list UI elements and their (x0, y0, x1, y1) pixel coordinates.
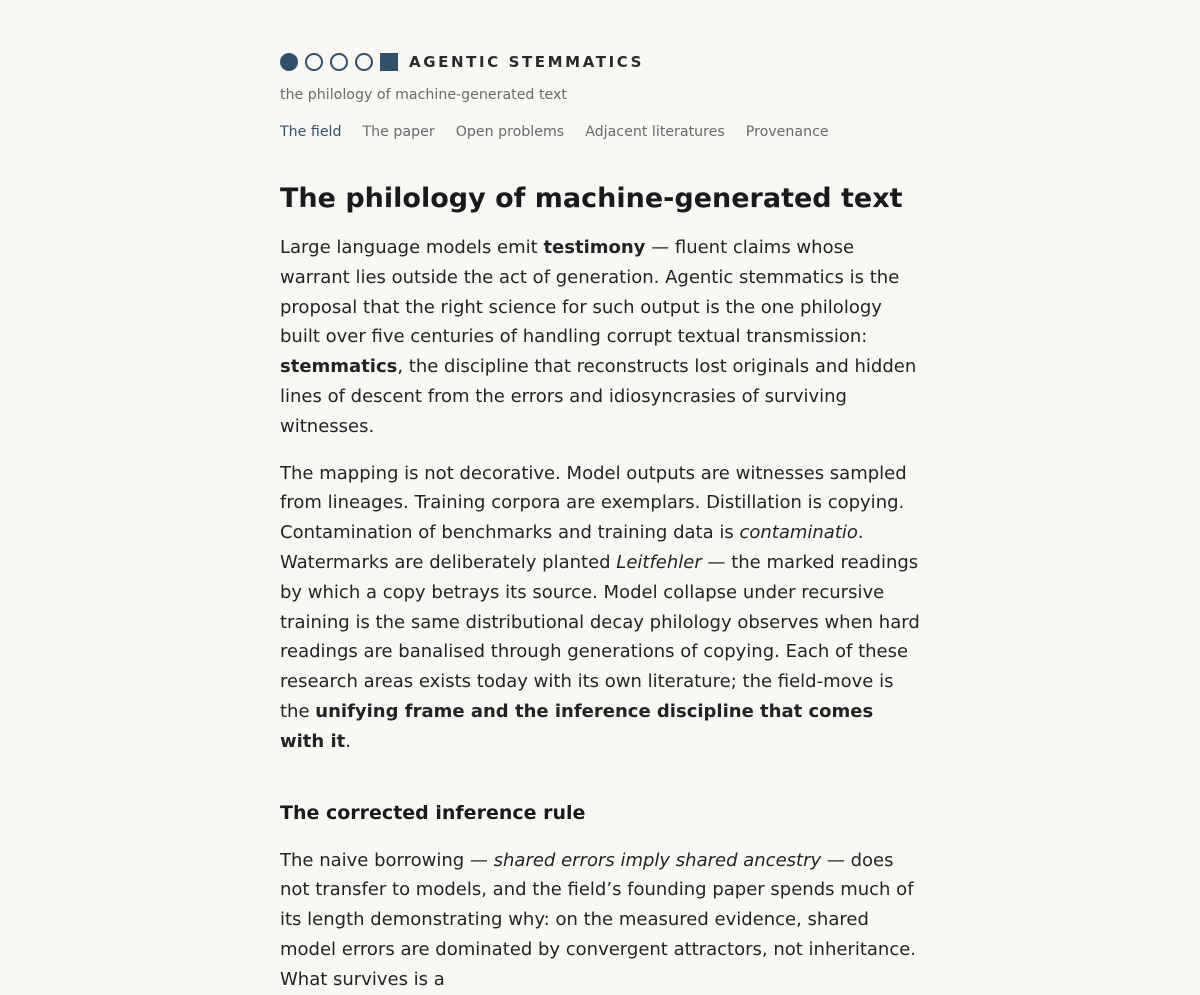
site-name[interactable]: AGENTIC STEMMATICS (409, 53, 645, 71)
page-title: The philology of machine-generated text (280, 183, 903, 214)
nav-item-adjacent-literatures[interactable]: Adjacent literatures (585, 124, 725, 140)
text-span: — fluent claims whose warrant lies outside the act of generation. Agentic stemmatics is the proposal that the right science for such output is the one philology built over five centuries of handling corrupt textual transmission: (280, 237, 900, 348)
article (280, 182, 920, 995)
nav-item-provenance[interactable]: Provenance (745, 124, 829, 140)
nav-item-the-paper[interactable]: The paper (362, 124, 435, 140)
circle-outline-icon (305, 53, 323, 71)
main-nav (280, 124, 920, 140)
term-leitfehler: Leitfehler (616, 551, 702, 573)
square-filled-icon (380, 53, 398, 71)
page (280, 0, 920, 995)
section-title: The corrected inference rule (280, 801, 586, 824)
term-shared-errors: shared errors imply shared ancestry (493, 849, 822, 871)
text-span: — does not transfer to models, and the field’s founding paper spends much of its length demonstrating why: on the measured evidence, shared model errors are dominated by convergent attractors, not inheritance. What survives is a (280, 849, 917, 990)
site-header (280, 52, 920, 72)
nav-item-the-field[interactable]: The field (280, 124, 342, 140)
site-logo[interactable] (280, 53, 398, 71)
text-span: , the discipline that reconstructs lost originals and hidden lines of descent from the errors and idiosyncrasies of surviving witnesses. (280, 356, 917, 437)
nav-item-open-problems[interactable]: Open problems (455, 124, 565, 140)
text-span: Large language models emit (280, 237, 544, 258)
paragraph-intro (280, 233, 920, 442)
emphasis-stemmatics: stemmatics (280, 356, 398, 378)
text-span: . (345, 730, 351, 752)
emphasis-unifying-frame: unifying frame and the inference discipline that comes with it (280, 700, 874, 752)
text-span: — the marked readings by which a copy betrays its source. Model collapse under recursive training is the same distributional decay philology observes when hard readings are banalised through generations of copying. Each of these research areas exists today with its own literature; the field-move is the (280, 551, 920, 722)
paragraph-mapping (280, 459, 920, 757)
circle-outline-icon (355, 53, 373, 71)
term-contaminatio: contaminatio (739, 522, 858, 544)
site-tagline: the philology of machine-generated text (280, 87, 567, 103)
emphasis-testimony: testimony (543, 237, 646, 258)
circle-outline-icon (330, 53, 348, 71)
circle-filled-icon (280, 53, 298, 71)
text-span: The naive borrowing — (280, 849, 494, 871)
text-span: The mapping is not decorative. Model outputs are witnesses sampled from lineages. Training corpora are exemplars. Distillation is copying. Contamination of benchmarks and training data is (280, 462, 907, 544)
paragraph-inference-rule (280, 846, 920, 995)
text-span: . Watermarks are deliberately planted (280, 522, 864, 573)
